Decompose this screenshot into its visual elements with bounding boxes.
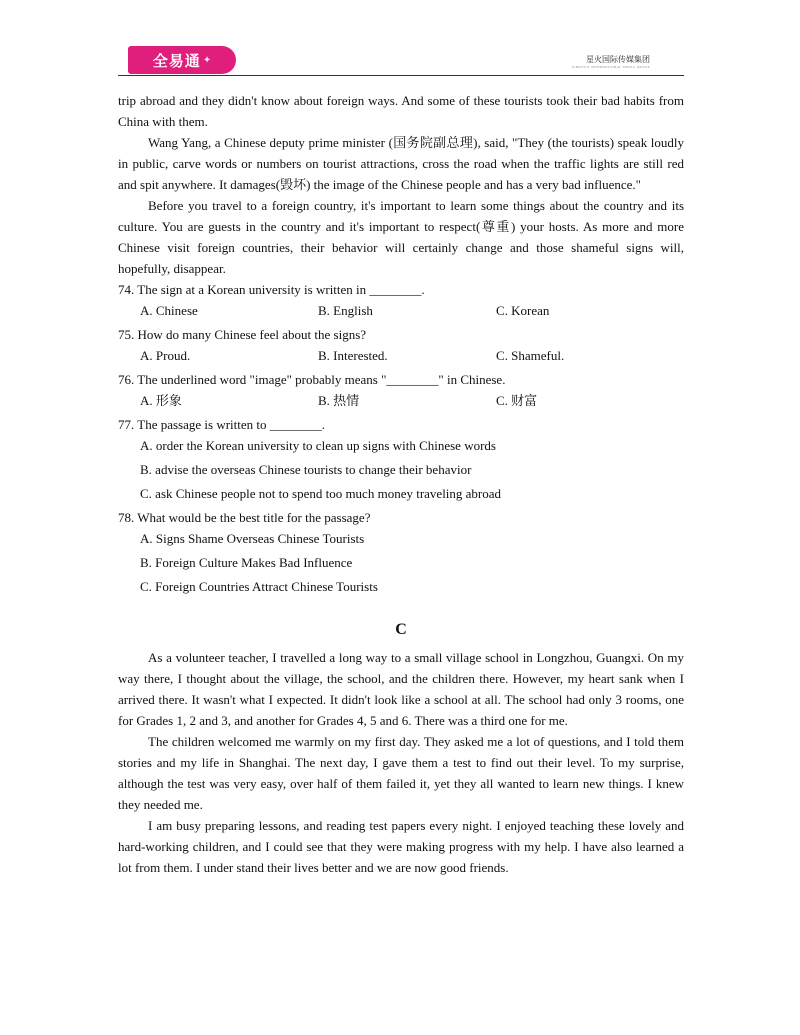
option-b: B. 热情 [318,393,360,408]
question-78-option-b: B. Foreign Culture Makes Bad Influence [140,555,353,570]
question-stem: 77. The passage is written to [118,417,270,432]
answer-blank: ________ [269,417,322,432]
publisher-name: 星火国际传媒集团 [586,55,650,64]
question-74 [118,279,684,300]
passage-c-paragraph-2: The children welcomed me warmly on my first day. They asked me a lot of questions, and I told them stories and my life in Shanghai. The next day, I gave them a test to find out their level. To my surprise, although the test was very easy, over half of them failed it, yet they all wanted to learn new things. I knew they needed me. [118,734,684,812]
passage-b-paragraph-1: trip abroad and they didn't know about foreign ways. And some of these tourists took their bad habits from China with them. [118,93,684,129]
question-stem: 74. The sign at a Korean university is written in [118,282,370,297]
option-c: C. Shameful. [496,348,565,363]
question-stem: 76. The underlined word "image" probably means " [118,372,387,387]
option-c: C. Korean [496,303,550,318]
question-77-option-c: C. ask Chinese people not to spend too much money traveling abroad [140,486,502,501]
document-body [118,90,684,878]
question-76 [118,369,684,390]
answer-blank: ________ [369,282,422,297]
logo-text: 全易通 [152,51,201,70]
section-heading-c: C [395,621,407,638]
option-b: B. English [318,303,373,318]
page-header [118,44,684,76]
option-a: A. Proud. [140,348,191,363]
question-end: . [321,417,326,432]
passage-b-paragraph-2: Wang Yang, a Chinese deputy prime minister (国务院副总理), said, "They (the tourists) speak loudly in public, carve words or numbers on tourist attractions, cross the road when the traffic lights are still red and spit anywhere. It damages(毁坏) the image of the Chinese people and has a very bad influence." [118,135,684,192]
question-75-options [118,345,684,366]
question-78-option-a: A. Signs Shame Overseas Chinese Tourists [140,531,365,546]
option-b: B. Interested. [318,348,388,363]
header-divider [118,75,684,76]
question-end: " in Chinese. [438,372,506,387]
question-stem: 78. What would be the best title for the passage? [118,510,371,525]
option-c: C. 财富 [496,393,538,408]
sparkle-icon: ✦ [202,54,212,66]
passage-c-paragraph-1: As a volunteer teacher, I travelled a long way to a small village school in Longzhou, Guangxi. On my way there, I thought about the village, the school, and the children there. However, my heart sank when I arrived there. It wasn't what I expected. It didn't look like a school at all. The school had only 3 rooms, one for Grades 1, 2 and 3, and another for Grades 4, 5 and 6. There was a third one for me. [118,650,684,728]
question-74-options [118,300,684,321]
question-77-option-a: A. order the Korean university to clean up signs with Chinese words [140,438,496,453]
option-a: A. 形象 [140,393,182,408]
passage-b-paragraph-3: Before you travel to a foreign country, it's important to learn some things about the country and its culture. You are guests in the country and it's important to respect(尊重) your hosts. As more and more Chinese visit foreign countries, their behavior will certainly change and those shameful signs will, hopefully, disappear. [118,198,684,276]
passage-c-paragraph-3: I am busy preparing lessons, and reading test papers every night. I enjoyed teaching these lovely and hard-working children, and I could see that they were making progress with my help. I have also learned a lot from them. I under stand their lives better and we are now good friends. [118,818,684,875]
question-75 [118,324,684,345]
publisher-subtitle: XINGHUO INTERNATIONAL MEDIA GROUP [571,65,650,69]
question-stem: 75. How do many Chinese feel about the signs? [118,327,367,342]
option-a: A. Chinese [140,303,198,318]
question-78 [118,507,684,528]
answer-blank: ________ [386,372,439,387]
question-end: . [421,282,425,297]
question-77 [118,414,684,435]
question-78-option-c: C. Foreign Countries Attract Chinese Tourists [140,579,378,594]
question-76-options [118,390,684,411]
question-77-option-b: B. advise the overseas Chinese tourists to change their behavior [140,462,472,477]
brand-logo [128,46,236,74]
